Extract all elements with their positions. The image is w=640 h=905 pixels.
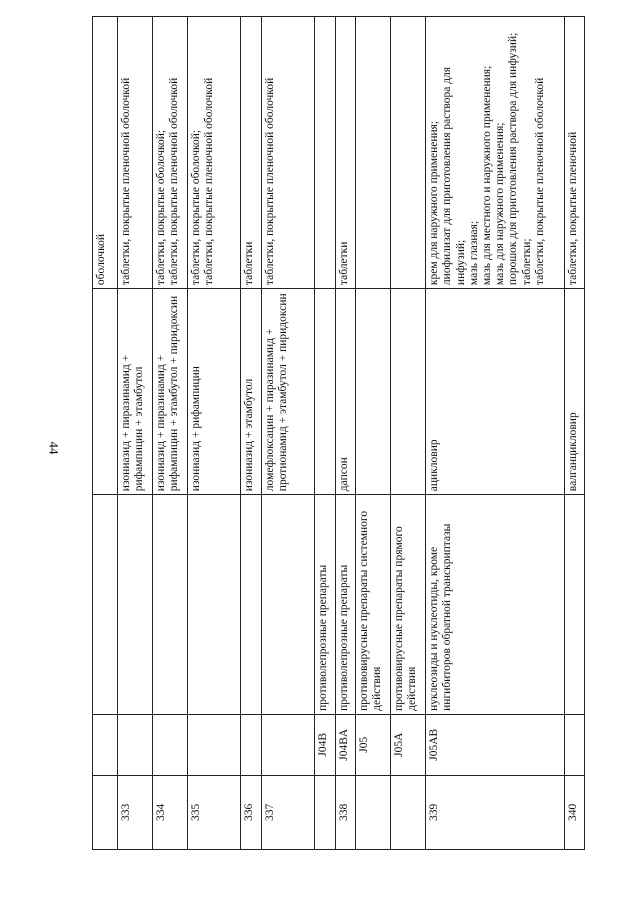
pharmacological-group: противовирусные препараты системного действия [355,495,390,715]
dosage-form-line: таблетки, покрытые пленочной оболочкой [119,77,132,286]
atc-code [564,714,584,775]
dosage-forms [426,17,564,289]
pharmacological-group: противолепрозные препараты [315,495,335,715]
table-row [187,17,241,850]
atc-code: J04B [315,714,335,775]
drug-name [391,289,426,495]
dosage-form-line: таблетки [337,241,350,286]
dosage-forms [152,17,187,289]
dosage-forms [391,17,426,289]
row-number [355,775,390,849]
table-row [315,17,335,850]
atc-code [152,714,187,775]
dosage-form-line: таблетки, покрытые оболочкой; [154,129,167,286]
table-row [335,17,355,850]
table-row [117,17,152,850]
dosage-form-line: крем для наружного применения; [428,120,441,286]
dosage-forms [93,17,118,289]
dosage-form-line: мазь для местного и наружного применения; [481,65,494,286]
dosage-form-line: оболочкой [95,233,107,286]
atc-code [261,714,315,775]
pharmacological-group [564,495,584,715]
table-row [93,17,118,850]
table-row [152,17,187,850]
table-row [355,17,390,850]
row-number: 335 [187,775,241,849]
pharmacological-group [241,495,261,715]
dosage-form-line: таблетки; [520,238,533,286]
row-number: 338 [335,775,355,849]
pharmacological-group: нуклеозиды и нуклеотиды, кроме ингибиторов обратной транскриптазы [426,495,564,715]
dosage-forms [117,17,152,289]
dosage-forms [564,17,584,289]
dosage-form-line: мазь для наружного применения; [494,122,507,286]
rotated-table-wrapper [92,16,585,850]
dosage-forms [315,17,335,289]
dosage-form-line: таблетки, покрытые пленочной оболочкой [533,77,546,286]
medicines-table [92,16,585,850]
atc-code [117,714,152,775]
row-number [315,775,335,849]
drug-name: изониазид + пиразинамид + рифампицин + этамбутол [117,289,152,495]
dosage-forms [187,17,241,289]
row-number: 333 [117,775,152,849]
dosage-forms [241,17,261,289]
dosage-form-line: порошок для приготовления раствора для инфузий; [507,32,520,286]
pharmacological-group [152,495,187,715]
pharmacological-group: противовирусные препараты прямого действия [391,495,426,715]
dosage-form-line: таблетки, покрытые пленочной оболочкой [167,77,180,286]
atc-code [241,714,261,775]
drug-name: изониазид + пиразинамид + рифампицин + этамбутол + пиридоксин [152,289,187,495]
drug-name [355,289,390,495]
table-row [564,17,584,850]
pharmacological-group [261,495,315,715]
atc-code: J04BA [335,714,355,775]
table-body [93,17,585,850]
page-number: 44 [46,441,62,455]
row-number: 336 [241,775,261,849]
row-number: 337 [261,775,315,849]
pharmacological-group [187,495,241,715]
atc-code: J05A [391,714,426,775]
drug-name [315,289,335,495]
atc-code [187,714,241,775]
table-row [426,17,564,850]
table-row [391,17,426,850]
atc-code [93,714,118,775]
dosage-forms [355,17,390,289]
drug-name: изониазид + этамбутол [241,289,261,495]
atc-code: J05 [355,714,390,775]
pharmacological-group [93,495,118,715]
table-row [241,17,261,850]
pharmacological-group [117,495,152,715]
row-number: 339 [426,775,564,849]
dosage-form-line: таблетки, покрытые пленочной [566,131,579,286]
row-number: 340 [564,775,584,849]
row-number [391,775,426,849]
row-number [93,775,118,849]
dosage-forms [261,17,315,289]
drug-name [93,289,118,495]
dosage-form-line: мазь глазная; [467,220,480,286]
table-row [261,17,315,850]
drug-name: ацикловир [426,289,564,495]
dosage-form-line: таблетки, покрытые пленочной оболочкой [202,77,215,286]
row-number: 334 [152,775,187,849]
drug-name: ломефлоксацин + пиразинамид + протионамид + этамбутол + пиридоксин [261,289,315,495]
dosage-forms [335,17,355,289]
atc-code: J05AB [426,714,564,775]
dosage-form-line: таблетки, покрытые оболочкой; [189,129,202,286]
pharmacological-group: противолепрозные препараты [335,495,355,715]
dosage-form-line: таблетки [243,241,256,286]
drug-name: валганцикловир [564,289,584,495]
dosage-form-line: лиофилизат для приготовления раствора для инфузий; [441,66,467,286]
drug-name: дапсон [335,289,355,495]
dosage-form-line: таблетки, покрытые пленочной оболочкой [263,77,276,286]
drug-name: изониазид + рифампицин [187,289,241,495]
